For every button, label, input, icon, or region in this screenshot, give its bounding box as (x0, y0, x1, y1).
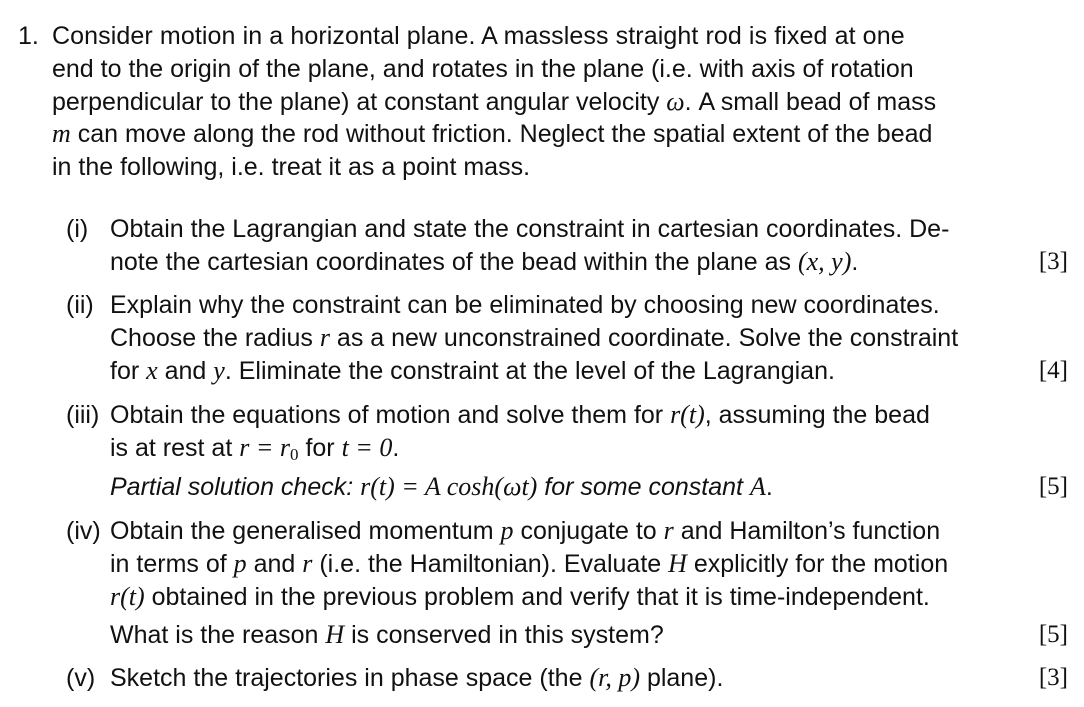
intro-line-4-text: can move along the rod without friction. Neglect the spatial extent of the bead (70, 120, 933, 148)
part-v-line-1-a: Sketch the trajectories in phase space (the (110, 664, 590, 692)
y-symbol: y (213, 356, 225, 385)
partial-solution-text: for some constant (537, 473, 750, 501)
h-symbol: H (668, 549, 687, 578)
intro-line-1: Consider motion in a horizontal plane. A massless straight rod is fixed at one (52, 22, 905, 50)
part-ii-line-3-c: . Eliminate the constraint at the level of the Lagrangian. (224, 357, 835, 385)
r-equals-r0: r = r (239, 433, 290, 462)
part-iii-line-2-tail: . (392, 434, 400, 462)
part-ii-line-2-tail: as a new unconstrained coordinate. Solve the constraint (329, 324, 959, 352)
intro-line-5: in the following, i.e. treat it as a point mass. (52, 153, 531, 181)
part-iv-marks: [5] (1038, 621, 1068, 648)
r-symbol: r (319, 323, 330, 352)
part-iv-line-2-d: explicitly for the motion (686, 550, 949, 578)
part-ii-line-2-text: Choose the radius (110, 324, 320, 352)
part-ii-marks: [4] (1038, 357, 1068, 384)
part-iii-line-3 (110, 471, 773, 503)
part-iii-line-2 (110, 432, 399, 464)
part-ii-line-2 (110, 322, 958, 354)
part-iii-line-3-tail: . (765, 473, 773, 501)
omega-symbol: ω (666, 87, 685, 116)
part-iii-line-1-tail: , assuming the bead (704, 401, 930, 429)
part-iv-line-2-b: and (246, 550, 303, 578)
part-iv-line-1-b: conjugate to (513, 517, 664, 545)
r-of-t: r(t) (670, 400, 705, 429)
p-symbol: p (500, 516, 514, 545)
part-iv-line-3 (110, 581, 930, 613)
part-iv-line-2-a: in terms of (110, 550, 234, 578)
part-iv-line-3-text: obtained in the previous problem and verify that it is time-independent. (144, 583, 930, 611)
part-i-line-2-tail: . (851, 248, 859, 276)
r-of-t-iv: r(t) (110, 582, 145, 611)
part-ii-line-3-a: for (110, 357, 147, 385)
part-iv-line-4-b: is conserved in this system? (344, 621, 664, 649)
r-symbol-2: r (302, 549, 313, 578)
part-iii-line-2-text: is at rest at (110, 434, 240, 462)
h-symbol-2: H (325, 620, 345, 649)
part-iv-line-4 (110, 619, 664, 651)
part-i-line-2-text: note the cartesian coordinates of the bead within the plane as (110, 248, 798, 276)
mass-symbol: m (52, 119, 71, 148)
constant-a: A (749, 472, 766, 501)
intro-line-3-tail: . A small bead of mass (684, 88, 937, 116)
rp-symbol: (r, p) (589, 663, 640, 692)
x-symbol: x (146, 356, 158, 385)
intro-line-3-text: perpendicular to the plane) at constant angular velocity (52, 88, 660, 116)
problem-number: 1. (18, 22, 39, 50)
part-iv-line-2 (110, 548, 948, 580)
part-iii-line-2-for: for (298, 434, 342, 462)
part-v-label: (v) (66, 664, 96, 692)
part-iv-line-1-a: Obtain the generalised momentum (110, 517, 501, 545)
part-ii-line-3 (110, 355, 835, 387)
part-iii-marks: [5] (1038, 473, 1068, 500)
part-i-label: (i) (66, 215, 89, 243)
part-v-line-1 (110, 662, 723, 694)
part-ii-line-1: Explain why the constraint can be eliminated by choosing new coordinates. (110, 291, 940, 319)
part-v-marks: [3] (1038, 664, 1068, 691)
xy-symbol: (x, y) (797, 247, 852, 276)
partial-solution-formula: r(t) = A cosh(ωt) (360, 472, 538, 501)
part-iii-label: (iii) (66, 401, 100, 429)
part-iv-line-1 (110, 515, 940, 547)
part-ii-line-3-b: and (157, 357, 214, 385)
part-iv-line-2-c: (i.e. the Hamiltonian). Evaluate (312, 550, 669, 578)
p-symbol-2: p (233, 549, 247, 578)
part-i-marks: [3] (1038, 248, 1068, 275)
part-iv-line-4-a: What is the reason (110, 621, 326, 649)
part-i-line-1: Obtain the Lagrangian and state the constraint in cartesian coordinates. De- (110, 215, 950, 243)
part-iv-label: (iv) (66, 517, 101, 545)
intro-line-4 (52, 118, 932, 150)
t-equals-0: t = 0 (341, 433, 393, 462)
part-iii-line-1 (110, 399, 930, 431)
intro-line-3 (52, 86, 936, 118)
part-iii-line-1-text: Obtain the equations of motion and solve them for (110, 401, 671, 429)
r-symbol-iv: r (663, 516, 674, 545)
partial-solution-label: Partial solution check: (110, 473, 361, 501)
part-ii-label: (ii) (66, 291, 94, 319)
part-i-line-2 (110, 246, 858, 278)
intro-line-2: end to the origin of the plane, and rotates in the plane (i.e. with axis of rotation (52, 55, 914, 83)
r0-subscript: 0 (290, 445, 299, 464)
part-iv-line-1-c: and Hamilton’s function (673, 517, 941, 545)
part-v-line-1-b: plane). (640, 664, 724, 692)
